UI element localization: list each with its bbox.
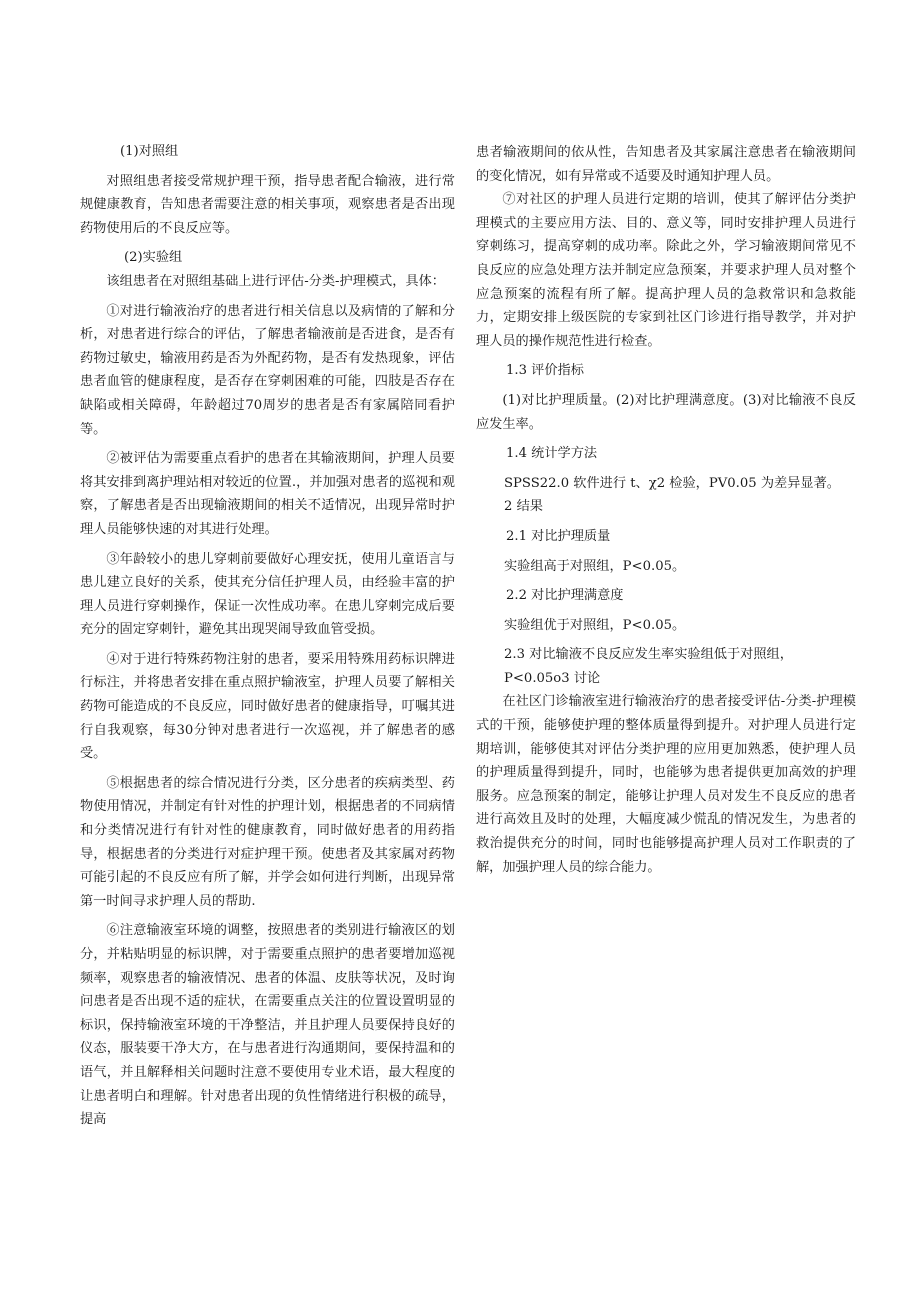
control-group-paragraph: 对照组患者接受常规护理干预，指导患者配合输液，进行常规健康教育，告知患者需要注意的相关事项，观察患者是否出现药物使用后的不良反应等。 bbox=[80, 173, 455, 236]
measure-item-2: ②被评估为需要重点看护的患者在其输液期间，护理人员要将其安排到离护理站相对较近的位置.，并加强对患者的巡视和观察，了解患者是否出现输液期间的相关不适情况，出现异常时护理人员能够快速的对其进行处理。 bbox=[80, 451, 455, 537]
measure-item-4: ④对于进行特殊药物注射的患者，要采用特殊用药标识牌进行标注，并将患者安排在重点照护输液室，护理人员要了解相关药物可能造成的不良反应，同时做好患者的健康指导，叮嘱其进行自我观察，每30分钟对患者进行一次巡视，并了解患者的感受。 bbox=[80, 651, 455, 762]
section-2-2-paragraph: 实验组优于对照组，P<0.05。 bbox=[504, 617, 686, 633]
section-2-1-heading: 2.1 对比护理质量 bbox=[506, 528, 611, 544]
experimental-group-heading: (2)实验组 bbox=[124, 250, 183, 266]
results-heading: 2 结果 bbox=[504, 499, 543, 515]
section-1-3-paragraph: (1)对比护理质量。(2)对比护理满意度。(3)对比输液不良反应发生率。 bbox=[476, 392, 856, 432]
left-column bbox=[80, 140, 455, 1132]
right-column bbox=[476, 141, 856, 879]
section-2-1-paragraph: 实验组高于对照组，P<0.05。 bbox=[504, 558, 686, 574]
measure-item-6-continued: 患者输液期间的依从性，告知患者及其家属注意患者在输液期间的变化情况，如有异常或不适要及时通知护理人员。 bbox=[476, 145, 856, 184]
section-2-2-heading: 2.2 对比护理满意度 bbox=[506, 588, 624, 604]
measure-item-7: ⑦对社区的护理人员进行定期的培训，使其了解评估分类护理模式的主要应用方法、目的、意义等，同时安排护理人员进行穿刺练习，提高穿刺的成功率。除此之外，学习输液期间常见不良反应的应急处理方法并制定应急预案，并要求护理人员对整个应急预案的流程有所了解。提高护理人员的急救常识和急救能力，定期安排上级医院的专家到社区门诊进行指导教学，并对护理人员的操作规范性进行检查。 bbox=[476, 192, 856, 349]
measure-item-3: ③年龄较小的患儿穿刺前要做好心理安抚，使用儿童语言与患儿建立良好的关系，使其充分信任护理人员，由经验丰富的护理人员进行穿刺操作，保证一次性成功率。在患儿穿刺完成后要充分的固定穿刺针，避免其出现哭闹导致血管受损。 bbox=[80, 551, 455, 638]
measure-item-1: ①对进行输液治疗的患者进行相关信息以及病情的了解和分析，对患者进行综合的评估，了解患者输液前是否进食，是否有药物过敏史，输液用药是否为外配药物，是否有发热现象，评估患者血管的健康程度，是否存在穿刺困难的可能，四肢是否存在缺陷或相关障碍，年龄超过70周岁的患者是否有家属陪同看护等。 bbox=[80, 303, 455, 437]
measure-item-6: ⑥注意输液室环境的调整，按照患者的类别进行输液区的划分，并粘贴明显的标识牌，对于需要重点照护的患者要增加巡视频率，观察患者的输液情况、患者的体温、皮肤等状况，及时询问患者是否出现不适的症状，在需要重点关注的位置设置明显的标识，保持输液室环境的干净整洁，并且护理人员要保持良好的仪态，服装要干净大方，在与患者进行沟通期间，要保持温和的语气，并且解释相关问题时注意不要使用专业术语，最大程度的让患者明白和理解。针对患者出现的负性情绪进行积极的疏导，提高 bbox=[80, 923, 455, 1128]
control-group-heading: (1)对照组 bbox=[120, 144, 179, 159]
discussion-paragraph: 在社区门诊输液室进行输液治疗的患者接受评估-分类-护理模式的干预，能够使护理的整体质量得到提升。对护理人员进行定期培训，能够使其对评估分类护理的应用更加熟悉，使护理人员的护理质量得到提升，同时，也能够为患者提供更加高效的护理服务。应急预案的制定，能够让护理人员对发生不良反应的患者进行高效且及时的处理，大幅度减少慌乱的情况发生，为患者的救治提供充分的时间，同时也能够提高护理人员对工作职责的了解，加强护理人员的综合能力。 bbox=[476, 694, 856, 875]
discussion-heading-line: P<0.05o3 讨论 bbox=[504, 670, 601, 686]
section-1-4-heading: 1.4 统计学方法 bbox=[506, 446, 598, 462]
section-1-3-heading: 1.3 评价指标 bbox=[506, 363, 584, 379]
section-2-3-line: 2.3 对比输液不良反应发生率实验组低于对照组， bbox=[504, 647, 793, 663]
experimental-group-intro: 该组患者在对照组基础上进行评估-分类-护理模式，具体： bbox=[106, 273, 445, 289]
section-1-4-paragraph: SPSS22.0 软件进行 t、χ2 检验，PV0.05 为差异显著。 bbox=[504, 475, 840, 491]
measure-item-5: ⑤根据患者的综合情况进行分类，区分患者的疾病类型、药物使用情况，并制定有针对性的护理计划，根据患者的不同病情和分类情况进行有针对性的健康教育，同时做好患者的用药指导，根据患者的分类进行对症护理干预。使患者及其家属对药物可能引起的不良反应有所了解，并学会如何进行判断，出现异常第一时间寻求护理人员的帮助. bbox=[80, 775, 455, 909]
